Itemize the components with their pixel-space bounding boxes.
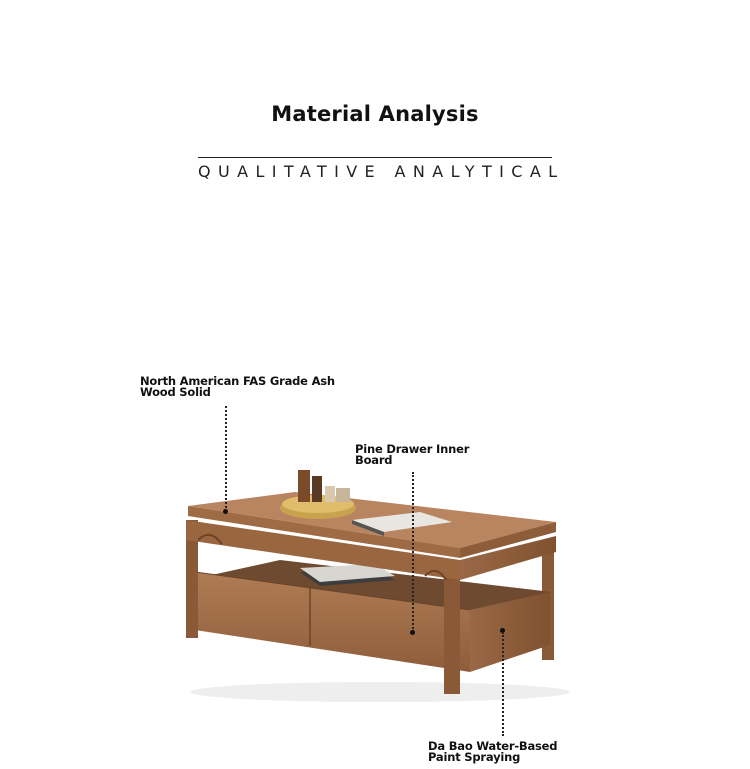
callout-leader-line — [412, 472, 414, 632]
callout-label-line1: North American FAS Grade Ash — [140, 374, 335, 388]
coffee-table-image — [170, 440, 570, 710]
callout-paint-spraying — [428, 741, 557, 763]
callout-ash-wood — [140, 376, 335, 398]
callout-marker-dot — [410, 630, 415, 635]
callout-marker-dot — [223, 509, 228, 514]
callout-pine-drawer — [355, 444, 469, 466]
callout-label-line1: Da Bao Water-Based — [428, 739, 558, 753]
callout-label-line2: Wood Solid — [140, 385, 211, 399]
callout-label-line1: Pine Drawer Inner — [355, 442, 470, 456]
title-divider — [198, 157, 552, 158]
callout-leader-line — [225, 406, 227, 512]
page-title: Material Analysis — [271, 102, 479, 126]
page-subtitle: QUALITATIVE ANALYTICAL — [198, 162, 565, 181]
callout-label-line2: Paint Spraying — [428, 750, 521, 764]
callout-label-line2: Board — [355, 453, 393, 467]
callout-leader-line — [502, 632, 504, 736]
